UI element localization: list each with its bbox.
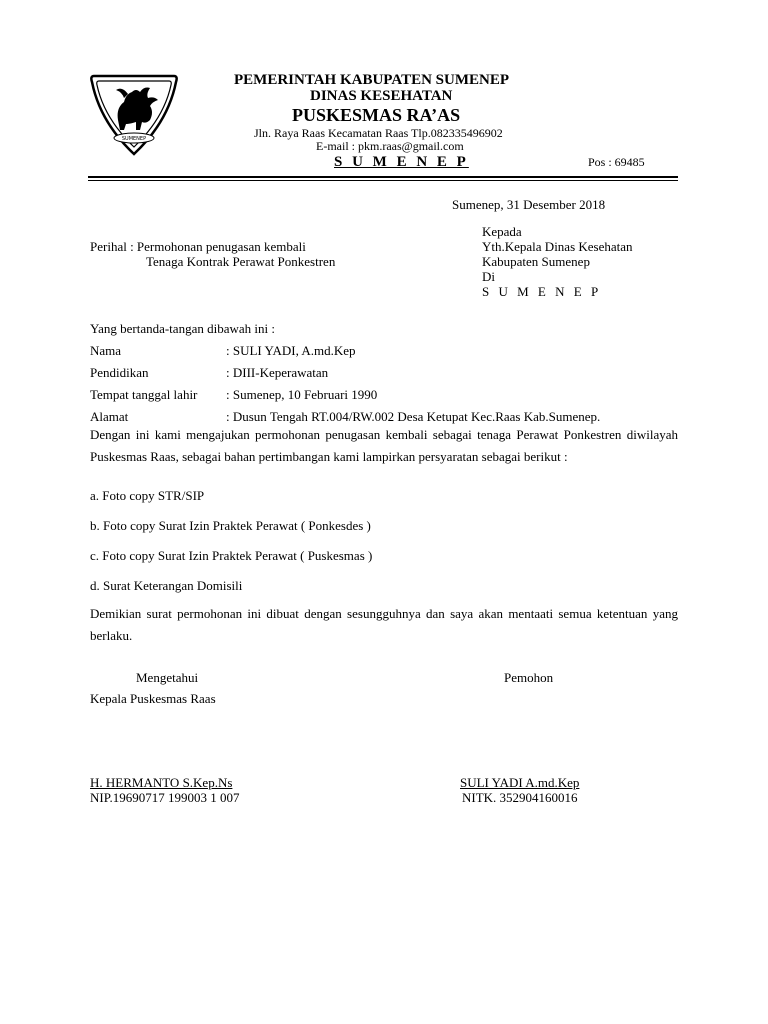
recipient-city: S U M E N E P — [482, 284, 602, 299]
sign-right-id: NITK. 352904160016 — [462, 790, 578, 805]
attachment-item: c. Foto copy Surat Izin Praktek Perawat ( Puskesmas ) — [90, 548, 373, 563]
puskesmas-title: PUSKESMAS RA’AS — [292, 105, 461, 125]
field-value: : SULI YADI, A.md.Kep — [226, 343, 356, 358]
attachment-item: b. Foto copy Surat Izin Praktek Perawat ( Ponkesdes ) — [90, 518, 371, 533]
puskesmas-logo — [88, 72, 180, 158]
sign-left-label: Mengetahui — [136, 670, 199, 685]
subject-line2: Tenaga Kontrak Perawat Ponkestren — [146, 254, 336, 269]
sign-left-title: Kepala Puskesmas Raas — [90, 691, 216, 706]
field-label: Nama — [90, 343, 122, 358]
postal-code: Pos : 69485 — [588, 155, 645, 169]
address: Jln. Raya Raas Kecamatan Raas Tlp.082335496902 — [254, 126, 503, 140]
field-label: Alamat — [90, 409, 129, 424]
dept-title: DINAS KESEHATAN — [310, 88, 453, 104]
sign-right-label: Pemohon — [504, 670, 554, 685]
subject-line1: Perihal : Permohonan penugasan kembali — [90, 239, 306, 254]
header-rule-thick — [88, 176, 678, 178]
header-rule-thin — [88, 180, 678, 181]
email: E-mail : pkm.raas@gmail.com — [316, 139, 464, 153]
closing-paragraph: Demikian surat permohonan ini dibuat dengan sesungguhnya dan saya akan mentaati semua ketentuan yang berlaku. — [90, 606, 678, 643]
logo-text: SUMENEP — [121, 136, 147, 142]
field-value: : Sumenep, 10 Februari 1990 — [226, 387, 378, 402]
letterhead-city: S U M E N E P — [334, 154, 469, 170]
recipient-di: Di — [482, 269, 495, 284]
body-paragraph: Dengan ini kami mengajukan permohonan penugasan kembali sebagai tenaga Perawat Ponkestren diwilayah Puskesmas Raas, sebagai bahan pertimbangan kami lampirkan persyaratan sebagai berikut : — [90, 427, 678, 464]
gov-title: PEMERINTAH KABUPATEN SUMENEP — [234, 72, 510, 88]
recipient-yth: Yth.Kepala Dinas Kesehatan — [482, 239, 633, 254]
intro-text: Yang bertanda-tangan dibawah ini : — [90, 321, 275, 336]
attachment-item: a. Foto copy STR/SIP — [90, 488, 205, 503]
sign-right-name: SULI YADI A.md.Kep — [460, 775, 580, 790]
letter-date: Sumenep, 31 Desember 2018 — [452, 197, 606, 212]
attachment-item: d. Surat Keterangan Domisili — [90, 578, 243, 593]
sign-left-name: H. HERMANTO S.Kep.Ns — [90, 775, 233, 790]
field-value: : DIII-Keperawatan — [226, 365, 329, 380]
recipient-kabupaten: Kabupaten Sumenep — [482, 254, 590, 269]
field-label: Pendidikan — [90, 365, 149, 380]
field-value: : Dusun Tengah RT.004/RW.002 Desa Ketupat Kec.Raas Kab.Sumenep. — [226, 409, 601, 424]
sign-left-id: NIP.19690717 199003 1 007 — [90, 790, 240, 805]
field-label: Tempat tanggal lahir — [90, 387, 198, 402]
recipient-kepada: Kepada — [482, 224, 522, 239]
